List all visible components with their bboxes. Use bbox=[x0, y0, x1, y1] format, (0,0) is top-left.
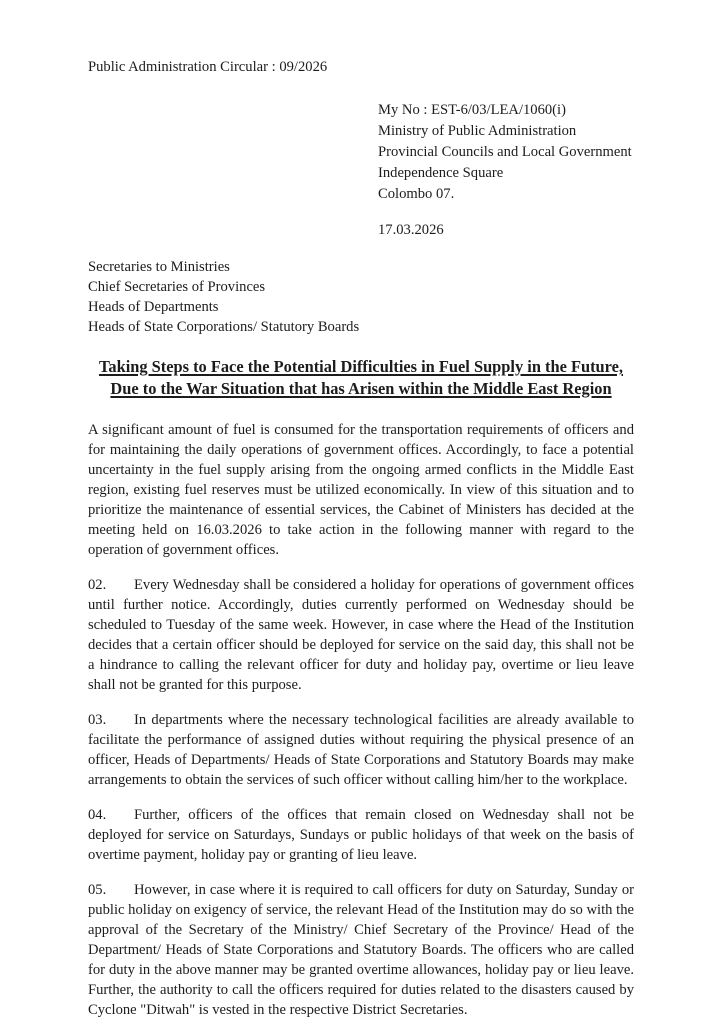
paragraph-02 bbox=[88, 575, 634, 695]
sender-department: Provincial Councils and Local Government bbox=[378, 144, 632, 160]
document-title-line-1: Taking Steps to Face the Potential Difficulties in Fuel Supply in the Future, bbox=[98, 357, 624, 376]
addressee-line: Chief Secretaries of Provinces bbox=[88, 279, 266, 295]
paragraph-number: 02. bbox=[88, 577, 107, 593]
sender-address-line: Colombo 07. bbox=[378, 186, 455, 202]
paragraph-text: Further, officers of the offices that remain closed on Wednesday shall not be deployed for service on Saturdays, Sundays or public holidays of that week on the basis of overtime payment, holiday pay or granting of lieu leave. bbox=[88, 807, 634, 863]
circular-number: Public Administration Circular : 09/2026 bbox=[88, 59, 328, 75]
paragraph-05 bbox=[88, 880, 634, 1020]
document-title bbox=[88, 356, 634, 399]
paragraph-04 bbox=[88, 805, 634, 865]
addressee-line: Heads of State Corporations/ Statutory Boards bbox=[88, 319, 360, 335]
document-date: 17.03.2026 bbox=[378, 222, 444, 238]
paragraph-number: 04. bbox=[88, 807, 107, 823]
sender-ministry: Ministry of Public Administration bbox=[378, 123, 577, 139]
addressee-line: Heads of Departments bbox=[88, 299, 219, 315]
document-title-line-2: Due to the War Situation that has Arisen within the Middle East Region bbox=[110, 378, 612, 398]
reference-number: My No : EST-6/03/LEA/1060(i) bbox=[378, 102, 566, 118]
sender-address-block bbox=[378, 100, 634, 205]
paragraph-text: Every Wednesday shall be considered a holiday for operations of government offices until further notice. Accordingly, duties currently performed on Wednesday should be scheduled to Tuesday of the same week. However, in case where the Head of the Institution decides that a certain officer should be deployed for service on the said day, this shall not be a hindrance to calling the relevant officer for duty and holiday pay, overtime or lieu leave shall not be granted for this purpose. bbox=[88, 577, 634, 693]
paragraph-text: In departments where the necessary technological facilities are already available to facilitate the performance of assigned duties without requiring the physical presence of an officer, Heads of Departments/ Heads of State Corporations and Statutory Boards may make arrangements to obtain the services of such officer without calling him/her to the workplace. bbox=[88, 712, 634, 788]
addressee-list bbox=[88, 257, 634, 337]
paragraph-number: 03. bbox=[88, 712, 107, 728]
paragraph-number: 05. bbox=[88, 882, 107, 898]
paragraph-text: A significant amount of fuel is consumed for the transportation requirements of officers and for maintaining the daily operations of government offices. Accordingly, to face a potential uncertainty in the fuel supply arising from the ongoing armed conflicts in the Middle East region, existing fuel reserves must be utilized economically. In view of this situation and to prioritize the maintenance of essential services, the Cabinet of Ministers has decided at the meeting held on 16.03.2026 to take action in the following manner with regard to the operation of government offices. bbox=[88, 422, 634, 558]
paragraph-intro bbox=[88, 420, 634, 560]
sender-address-line: Independence Square bbox=[378, 165, 504, 181]
addressee-line: Secretaries to Ministries bbox=[88, 259, 230, 275]
paragraph-text: However, in case where it is required to call officers for duty on Saturday, Sunday or public holiday on exigency of service, the relevant Head of the Institution may do so with the approval of the Secretary of the Ministry/ Chief Secretary of the Province/ Head of the Department/ Heads of State Corporations and Statutory Boards. The officers who are called for duty in the above manner may be granted overtime allowances, holiday pay or lieu leave. Further, the authority to call the officers required for duties related to the disasters caused by Cyclone "Ditwah" is vested in the respective District Secretaries. bbox=[88, 882, 634, 1018]
paragraph-03 bbox=[88, 710, 634, 790]
